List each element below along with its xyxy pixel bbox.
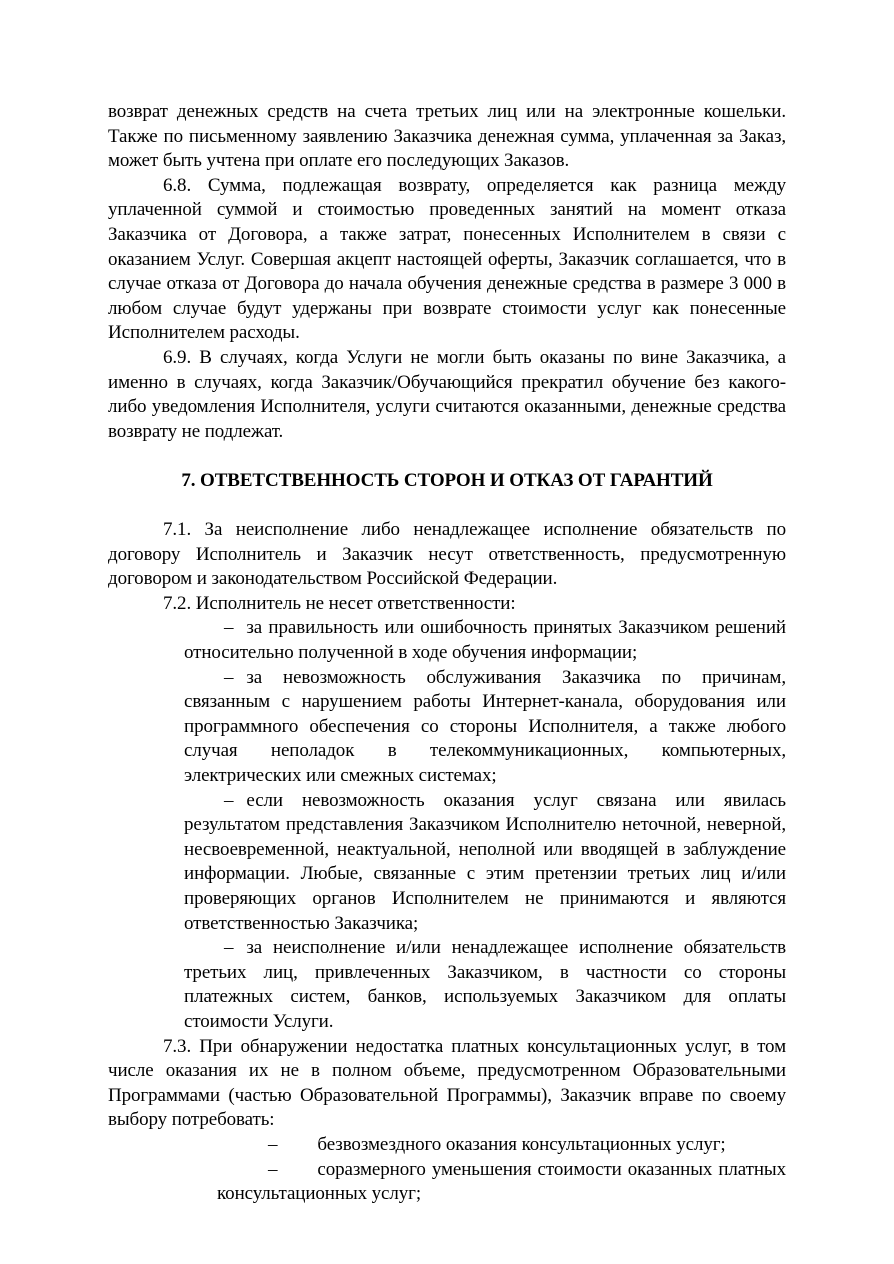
list-item-text: за неисполнение и/или ненадлежащее исполнение обязательств третьих лиц, привлеченных Заказчиком, в частности со стороны платежных систем, банков, используемых Заказчиком для оплаты стоимости Услуги. [184, 937, 786, 1032]
paragraph-7-1: 7.1. За неисполнение либо ненадлежащее исполнение обязательств по договору Исполнитель и Заказчик несут ответственность, предусмотренную договором и законодательством Российской Федерации. [108, 519, 786, 590]
dash-marker: – [224, 937, 234, 959]
list-item-text: за невозможность обслуживания Заказчика по причинам, связанным с нарушением работы Интернет-канала, оборудования или программного обеспечения со стороны Исполнителя, а также любого случая неполадок в телекоммуникационных, компьютерных, электрических или смежных системах; [184, 666, 786, 787]
list-item-text: если невозможность оказания услуг связана или явилась результатом представления Заказчиком Исполнителю неточной, неверной, несвоевременной, неактуальной, неполной или вводящей в заблуждение информации. Любые, связанные с этим претензии третьих лиц и/или проверяющих органов Исполнителем не принимаются и являются ответственностью Заказчика; [184, 789, 786, 934]
list-item-inaccurate-information [184, 789, 786, 937]
dash-marker: – [224, 789, 234, 811]
list-item-third-parties [184, 936, 786, 1034]
dash-marker: – [224, 666, 234, 688]
list-item-free-services [217, 1133, 786, 1158]
paragraph-7-3: 7.3. При обнаружении недостатка платных консультационных услуг, в том числе оказания их не в полном объеме, предусмотренном Образовательными Программами (частью Образовательной Программы), Заказчик вправе по своему выбору потребовать: [108, 1035, 786, 1131]
paragraph-7-2: 7.2. Исполнитель не несет ответственности: [163, 592, 516, 614]
paragraph-6-8: 6.8. Сумма, подлежащая возврату, определяется как разница между уплаченной суммой и стоимостью проведенных занятий на момент отказа Заказчика от Договора, а также затрат, понесенных Исполнителем в связи с оказанием Услуг. Совершая акцепт настоящей оферты, Заказчик соглашается, что в случае отказа от Договора до начала обучения денежные средства в размере 3 000 в любом случае будут удержаны при возврате стоимости услуг как понесенные Исполнителем расходы. [108, 174, 786, 344]
paragraph-refund-continuation: возврат денежных средств на счета третьих лиц или на электронные кошельки. Также по письменному заявлению Заказчика денежная сумма, уплаченная за Заказ, может быть учтена при оплате его последующих Заказов. [108, 101, 786, 172]
list-item-text: безвозмездного оказания консультационных услуг; [317, 1133, 726, 1155]
dash-marker: – [268, 1158, 278, 1180]
list-item-decisions [184, 616, 786, 665]
customer-remedies-list [108, 1133, 786, 1207]
dash-marker: – [224, 617, 234, 639]
list-item-text: соразмерного уменьшения стоимости оказанных платных консультационных услуг; [217, 1158, 786, 1205]
list-item-price-reduction [217, 1158, 786, 1207]
paragraph-6-9: 6.9. В случаях, когда Услуги не могли быть оказаны по вине Заказчика, а именно в случаях, когда Заказчик/Обучающийся прекратил обучение без какого-либо уведомления Исполнителя, услуги считаются оказанными, денежные средства возврату не подлежат. [108, 346, 786, 442]
liability-exclusions-list [108, 616, 786, 1034]
section-7-heading: 7. ОТВЕТСТВЕННОСТЬ СТОРОН И ОТКАЗ ОТ ГАРАНТИЙ [181, 469, 713, 491]
list-item-service-unavailability [184, 666, 786, 789]
dash-marker: – [268, 1133, 278, 1155]
document-content [108, 100, 786, 1207]
list-item-text: за правильность или ошибочность принятых Заказчиком решений относительно полученной в ходе обучения информации; [184, 617, 786, 664]
